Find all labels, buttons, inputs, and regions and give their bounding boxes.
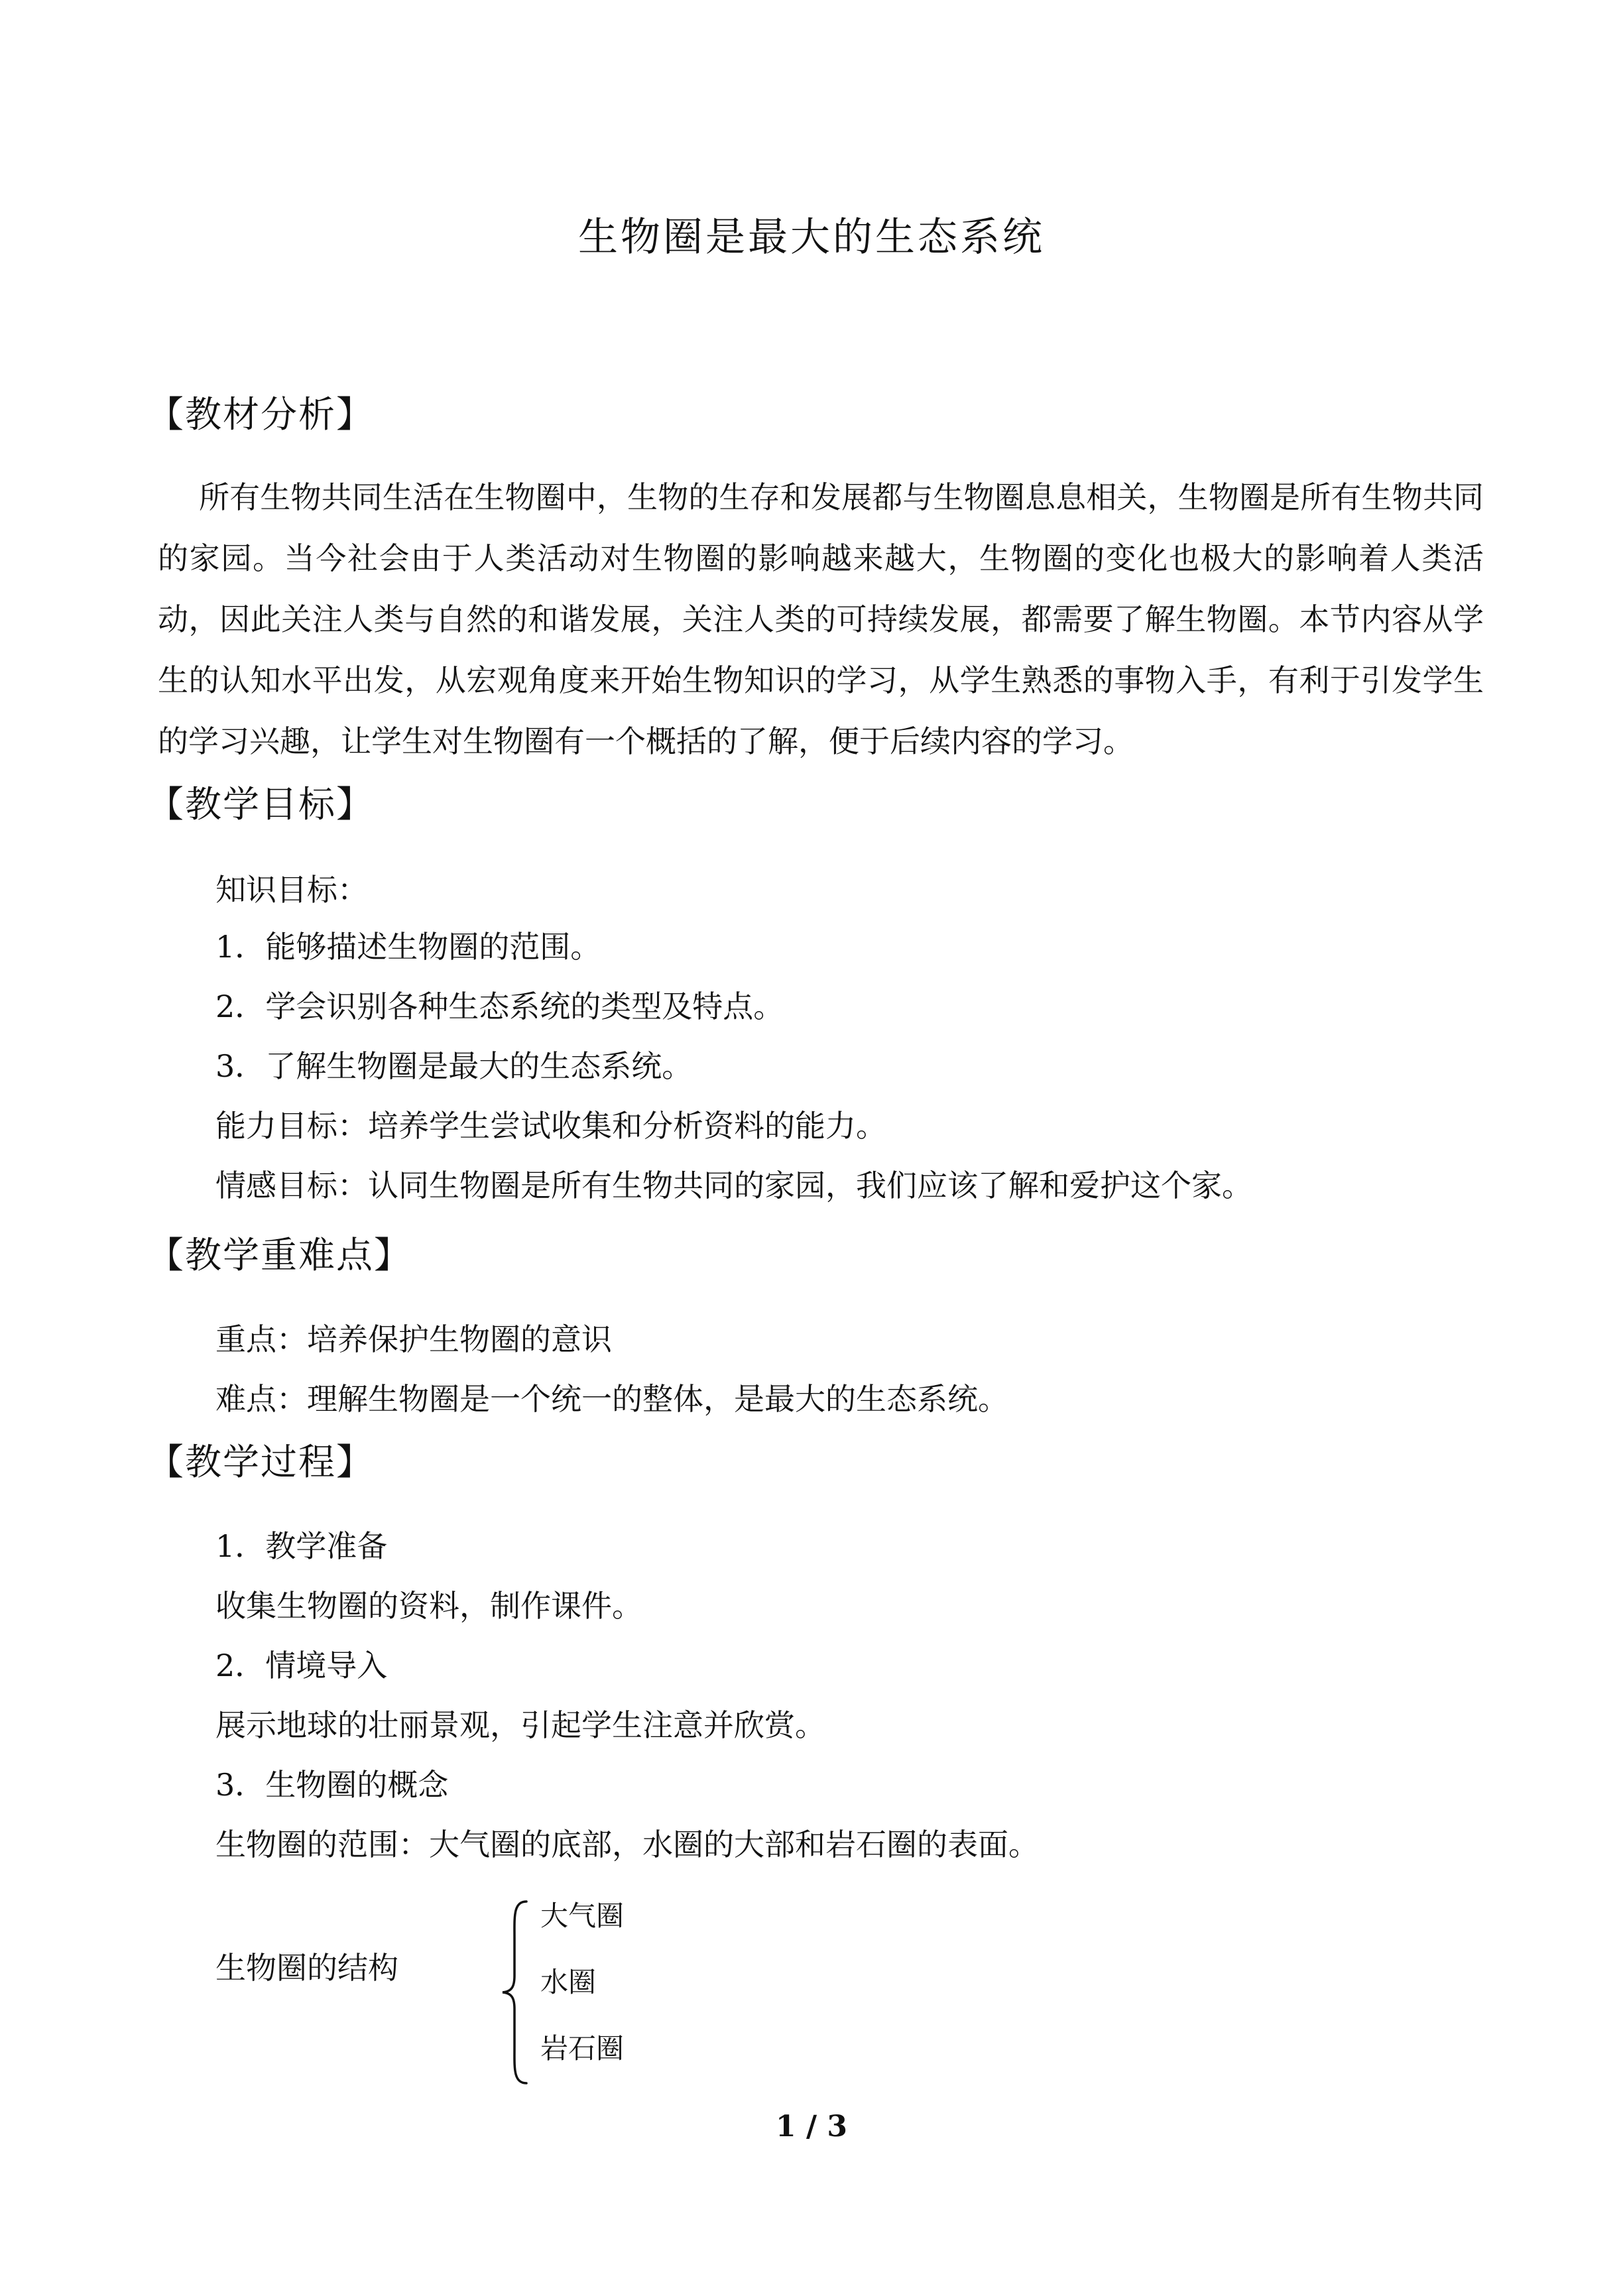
- document-title: 生物圈是最大的生态系统: [578, 214, 1045, 261]
- structure-item: 岩石圈: [540, 2032, 625, 2065]
- process-step-text: 展示地球的壮丽景观，引起学生注意并欣赏。: [215, 1707, 825, 1743]
- curly-brace-icon: [499, 1898, 532, 2087]
- process-step-text: 生物圈的范围：大气圈的底部，水圈的大部和岩石圈的表面。: [215, 1827, 1039, 1862]
- section-heading-keypoints: 【教学重难点】: [147, 1234, 412, 1276]
- process-step-text: 收集生物圈的资料，制作课件。: [215, 1588, 642, 1624]
- section-heading-goals: 【教学目标】: [147, 783, 375, 825]
- key-point: 重点：培养保护生物圈的意识: [215, 1321, 612, 1357]
- goal-item: 2．学会识别各种生态系统的类型及特点。: [215, 989, 784, 1024]
- section-heading-analysis: 【教材分析】: [147, 393, 375, 436]
- page-number: 1 / 3: [776, 2110, 847, 2144]
- difficult-point: 难点：理解生物圈是一个统一的整体，是最大的生态系统。: [215, 1381, 1008, 1417]
- ability-goal: 能力目标：培养学生尝试收集和分析资料的能力。: [215, 1108, 886, 1144]
- structure-label: 生物圈的结构: [215, 1950, 398, 1986]
- section-heading-process: 【教学过程】: [147, 1441, 375, 1483]
- goal-item: 1．能够描述生物圈的范围。: [215, 929, 601, 965]
- structure-item: 大气圈: [540, 1900, 625, 1932]
- goal-item: 3．了解生物圈是最大的生态系统。: [215, 1048, 693, 1084]
- knowledge-goal-label: 知识目标：: [215, 872, 368, 908]
- process-step-title: 1．教学准备: [215, 1528, 388, 1564]
- analysis-paragraph: 所有生物共同生活在生物圈中，生物的生存和发展都与生物圈息息相关，生物圈是所有生物共同的家园。当今社会由于人类活动对生物圈的影响越来越大，生物圈的变化也极大的影响着人类活动，因此关注人类与自然的和谐发展，关注人类的可持续发展，都需要了解生物圈。本节内容从学生的认知水平出发，从宏观角度来开始生物知识的学习，从学生熟悉的事物入手，有利于引发学生的学习兴趣，让学生对生物圈有一个概括的了解，便于后续内容的学习。: [158, 479, 1484, 759]
- process-step-title: 3．生物圈的概念: [215, 1767, 449, 1803]
- structure-item: 水圈: [540, 1966, 597, 1998]
- process-step-title: 2．情境导入: [215, 1648, 388, 1683]
- emotion-goal: 情感目标：认同生物圈是所有生物共同的家园，我们应该了解和爱护这个家。: [215, 1168, 1252, 1203]
